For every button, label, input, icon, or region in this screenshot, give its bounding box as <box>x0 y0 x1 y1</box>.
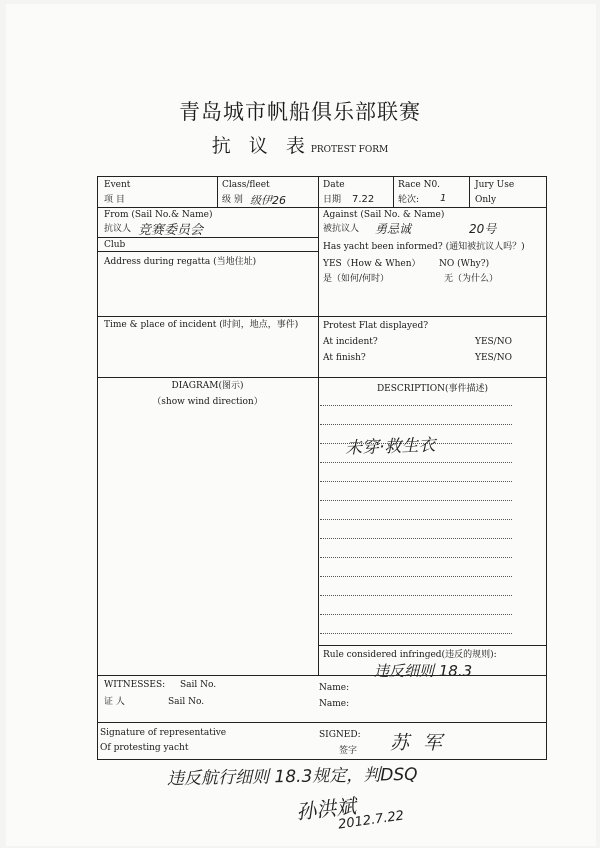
form-subtitle-zh: 抗 议 表 <box>211 135 311 157</box>
date-value: 7.22 <box>352 194 375 205</box>
sail-no-label-2: Sail No. <box>168 697 205 707</box>
signed-label: SIGNED: <box>319 730 361 740</box>
description-label: DESCRIPTION(事件描述) <box>376 384 489 394</box>
jury-decision: 违反航行细则 18.3规定，判DSQ <box>166 764 418 790</box>
event-label-en: Event <box>104 180 131 190</box>
show-wind-label: （show wind direction） <box>152 397 263 407</box>
name-label-2: Name: <box>319 699 350 709</box>
event-label-zh: 项 目 <box>104 195 125 205</box>
race-label-en: Race N0. <box>398 180 441 190</box>
no-why-zh-label: 无（为什么） <box>444 274 499 284</box>
class-label-en: Class/fleet <box>222 180 270 190</box>
address-label: Address during regatta (当地住址) <box>104 257 257 267</box>
yes-how-zh-label: 是（如何/何时） <box>323 274 390 284</box>
protesting-yacht-label: Of protesting yacht <box>100 743 189 753</box>
yes-no-incident: YES/NO <box>475 337 512 347</box>
date-label-en: Date <box>323 180 345 190</box>
class-value: 级伊26 <box>250 194 286 207</box>
form-subtitle-en: PROTEST FORM <box>310 145 389 155</box>
at-incident-label: At incident? <box>323 337 378 347</box>
race-label-zh: 轮次: <box>398 195 420 205</box>
name-label-1: Name: <box>319 683 350 693</box>
against-label-en: Against (Sail No. & Name) <box>323 210 445 220</box>
club-label: Club <box>104 240 126 250</box>
from-label-zh: 抗议人 <box>104 224 132 234</box>
witnesses-label: WITNESSES: <box>104 680 166 690</box>
class-label-zh: 级 别 <box>222 195 243 205</box>
jury-signature: 孙洪斌 <box>295 793 358 825</box>
race-value: 1 <box>440 193 447 204</box>
against-sail-value: 20号 <box>469 222 497 236</box>
signed-value: 苏 军 <box>390 732 447 754</box>
flag-displayed-label: Protest Flat displayed? <box>323 321 429 331</box>
form-title: 青岛城市帆船俱乐部联赛 <box>179 100 421 124</box>
time-place-label: Time & place of incident (时间，地点，事件) <box>104 320 299 330</box>
yes-how-label: YES（How & When） <box>323 259 421 269</box>
at-finish-label: At finish? <box>323 353 366 363</box>
yes-no-finish: YES/NO <box>475 353 512 363</box>
sail-no-label-1: Sail No. <box>180 680 217 690</box>
description-value: 未穿·救生衣 <box>344 435 436 459</box>
witnesses-zh-label: 证 人 <box>104 697 125 707</box>
from-value: 竞赛委员会 <box>138 223 204 238</box>
no-why-label: NO (Why?) <box>439 259 490 269</box>
informed-label: Has yacht been informed? (通知被抗议人吗？) <box>323 242 525 252</box>
signature-rep-label: Signature of representative <box>100 728 227 738</box>
jury-date: 2012.7.22 <box>337 808 405 833</box>
rule-label: Rule considered infringed(违反的规则): <box>323 650 497 660</box>
diagram-label: DIAGRAM(图示) <box>171 381 244 391</box>
signed-zh-label: 签字 <box>339 746 358 756</box>
from-label-en: From (Sail No.& Name) <box>104 210 213 220</box>
rule-value: 违反细则 18.3 <box>374 662 473 680</box>
jury-only-label: Only <box>475 195 497 205</box>
date-label-zh: 日期 <box>323 195 342 205</box>
jury-use-label: Jury Use <box>475 180 515 190</box>
against-label-zh: 被抗议人 <box>323 224 360 234</box>
against-value: 勇忌诚 <box>375 222 412 236</box>
